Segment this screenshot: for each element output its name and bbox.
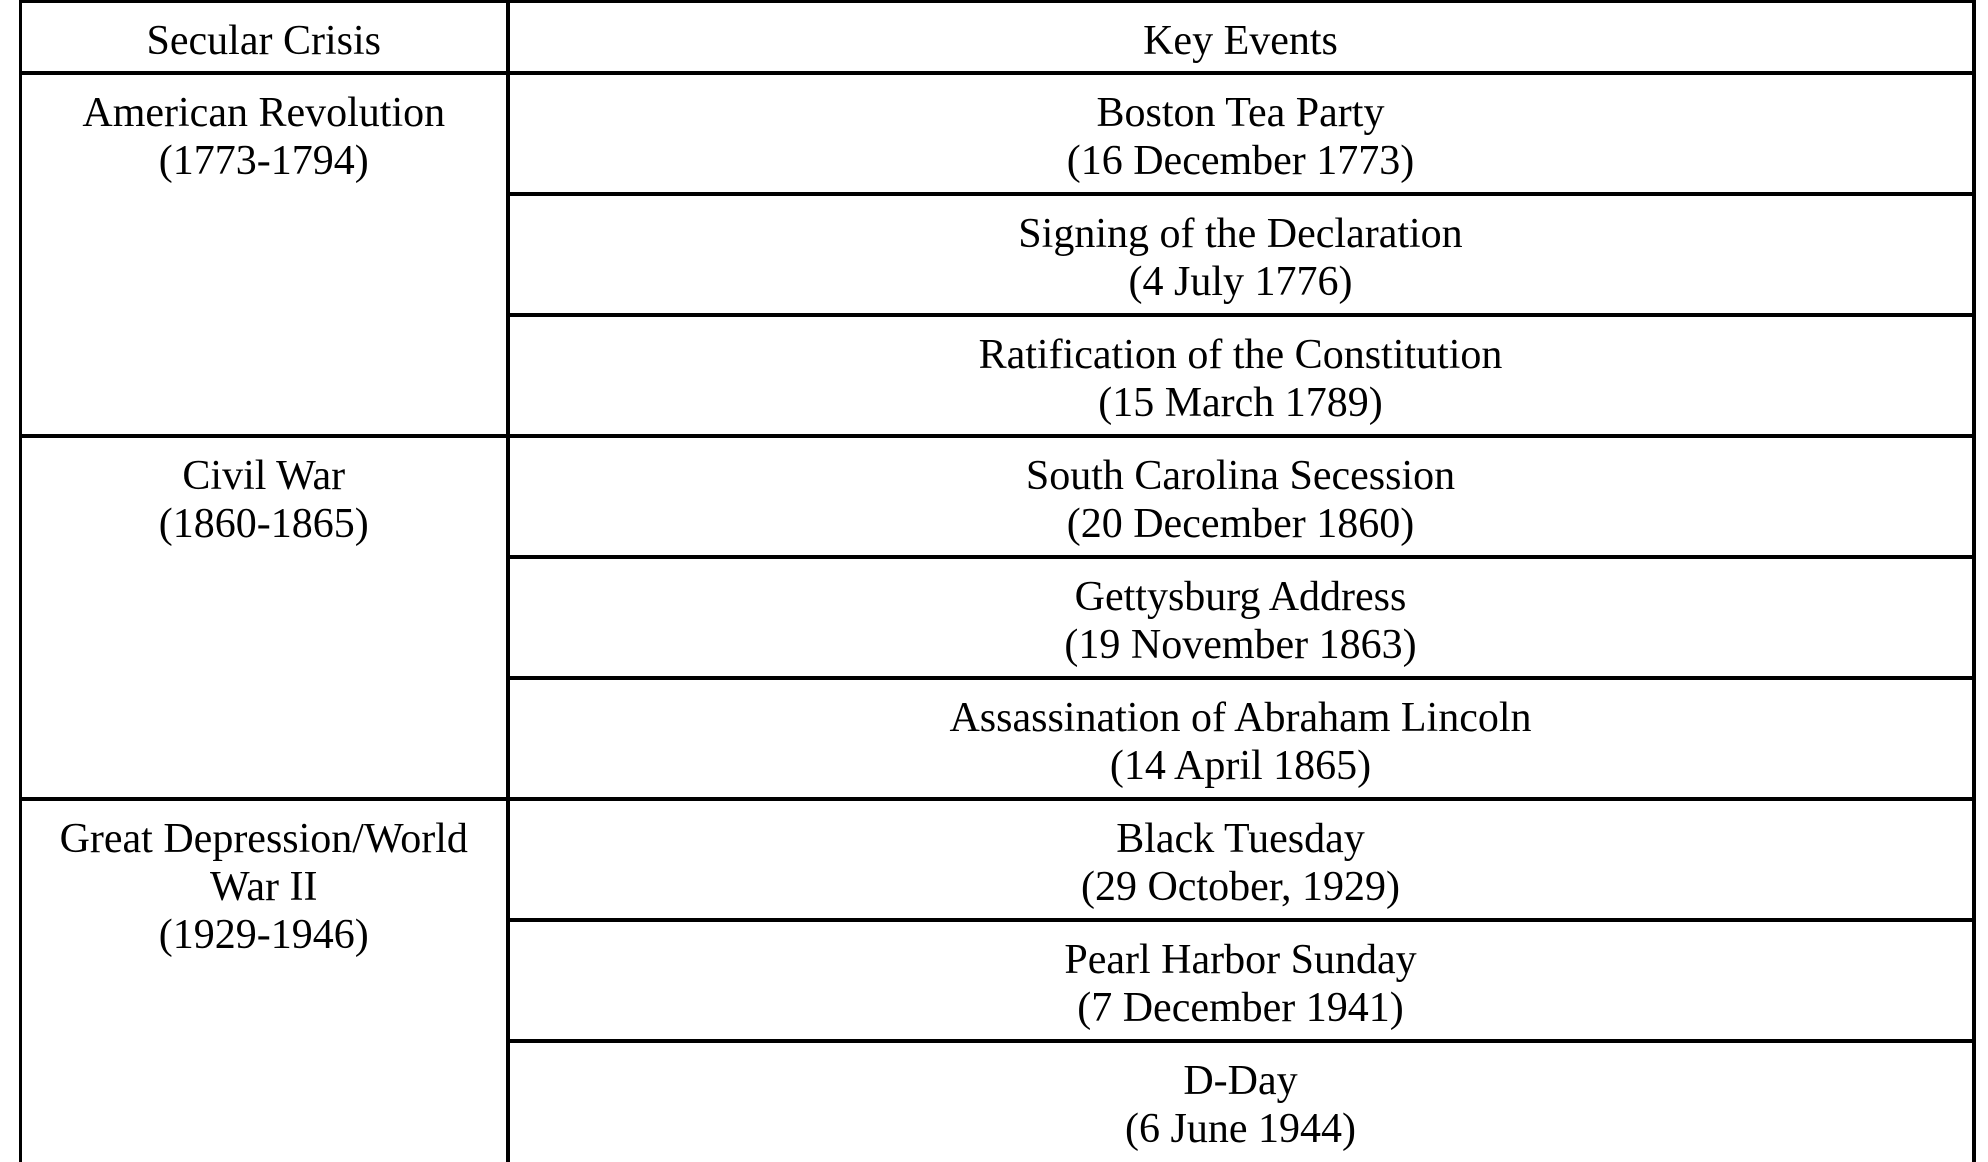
event-date: (7 December 1941) xyxy=(1077,985,1404,1031)
crisis-cell-civil-war xyxy=(21,436,508,799)
event-cell-boston-tea-party xyxy=(508,73,1974,194)
event-title: Ratification of the Constitution xyxy=(978,332,1503,378)
table-row xyxy=(21,799,1974,920)
crisis-cell-great-depression-wwii xyxy=(21,799,508,1162)
event-title: Black Tuesday xyxy=(1116,816,1365,862)
event-title: Gettysburg Address xyxy=(1074,574,1407,620)
crisis-period: (1773-1794) xyxy=(158,138,369,184)
crisis-name: Great Depression/World War II xyxy=(59,816,468,910)
crisis-name: Civil War xyxy=(182,453,346,499)
event-date: (19 November 1863) xyxy=(1064,622,1417,668)
event-cell-pearl-harbor xyxy=(508,920,1974,1041)
event-title: Signing of the Declaration xyxy=(1018,211,1463,257)
crisis-cell-american-revolution xyxy=(21,73,508,436)
crisis-period: (1860-1865) xyxy=(158,501,369,547)
event-date: (14 April 1865) xyxy=(1109,743,1372,789)
event-date: (4 July 1776) xyxy=(1128,259,1353,305)
event-cell-ratification-constitution xyxy=(508,315,1974,436)
event-date: (15 March 1789) xyxy=(1098,380,1383,426)
event-cell-gettysburg-address xyxy=(508,557,1974,678)
event-cell-lincoln-assassination xyxy=(508,678,1974,799)
header-secular-crisis xyxy=(21,2,508,74)
table-row xyxy=(21,73,1974,194)
event-title: D-Day xyxy=(1183,1058,1298,1104)
event-title: Assassination of Abraham Lincoln xyxy=(949,695,1532,741)
header-label: Key Events xyxy=(1143,18,1338,64)
table-row xyxy=(21,436,1974,557)
event-title: South Carolina Secession xyxy=(1025,453,1456,499)
crisis-name: American Revolution xyxy=(82,90,446,136)
header-key-events xyxy=(508,2,1974,74)
event-cell-south-carolina-secession xyxy=(508,436,1974,557)
event-title: Boston Tea Party xyxy=(1096,90,1385,136)
event-cell-signing-declaration xyxy=(508,194,1974,315)
crisis-period: (1929-1946) xyxy=(158,912,369,958)
event-cell-black-tuesday xyxy=(508,799,1974,920)
table-header-row xyxy=(21,2,1974,74)
event-date: (16 December 1773) xyxy=(1066,138,1415,184)
event-date: (29 October, 1929) xyxy=(1080,864,1401,910)
event-title: Pearl Harbor Sunday xyxy=(1064,937,1417,983)
event-date: (20 December 1860) xyxy=(1066,501,1415,547)
header-label: Secular Crisis xyxy=(146,18,381,64)
crisis-events-table xyxy=(19,0,1976,1162)
event-cell-d-day xyxy=(508,1041,1974,1162)
event-date: (6 June 1944) xyxy=(1125,1106,1356,1152)
